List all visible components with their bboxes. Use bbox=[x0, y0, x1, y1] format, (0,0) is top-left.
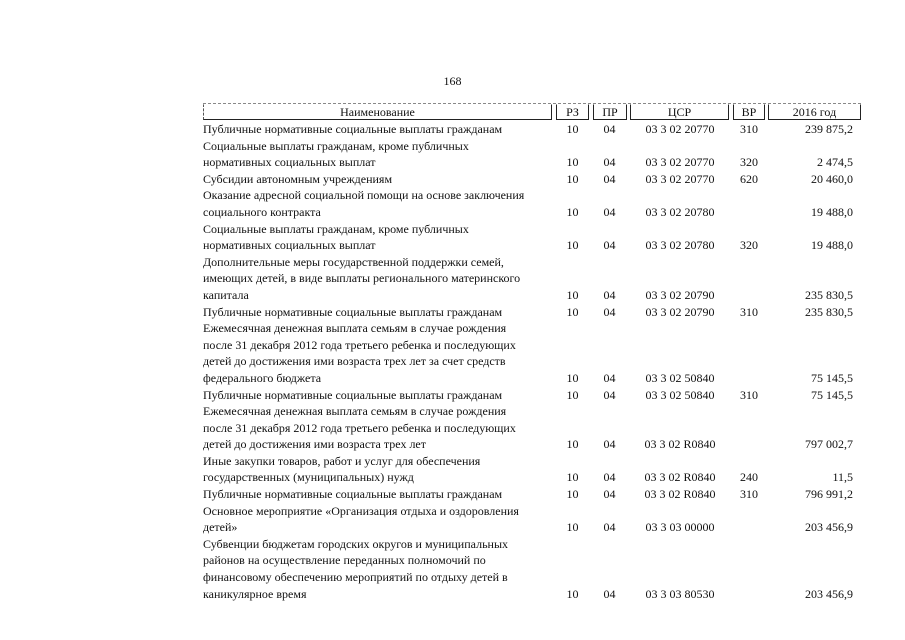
row-amount: 203 456,9 bbox=[805, 520, 853, 535]
row-name-line: Субсидии автономным учреждениям bbox=[203, 171, 393, 186]
row-rz: 10 bbox=[566, 238, 579, 253]
row-name-line: Ежемесячная денежная выплата семьям в случае рождения bbox=[203, 321, 507, 336]
row-vr: 310 bbox=[740, 487, 758, 502]
row-rz: 10 bbox=[566, 370, 579, 385]
row-name-line: Дополнительные меры государственной поддержки семей, bbox=[203, 254, 504, 269]
row-amount: 203 456,9 bbox=[805, 586, 853, 601]
table-row bbox=[203, 403, 861, 453]
table-row bbox=[203, 387, 861, 404]
header-name bbox=[203, 104, 552, 120]
row-rz: 10 bbox=[566, 304, 579, 319]
table-row bbox=[203, 503, 861, 536]
row-name-line: после 31 декабря 2012 года третьего ребенка и последующих bbox=[203, 337, 516, 352]
header-name-label: Наименование bbox=[340, 105, 415, 119]
row-amount: 11,5 bbox=[832, 470, 853, 485]
header-pr bbox=[593, 104, 627, 120]
row-rz: 10 bbox=[566, 171, 579, 186]
row-amount: 20 460,0 bbox=[811, 171, 853, 186]
table-row bbox=[203, 453, 861, 486]
table-row bbox=[203, 486, 861, 503]
row-rz: 10 bbox=[566, 437, 579, 452]
budget-table bbox=[203, 103, 861, 602]
header-year bbox=[768, 104, 861, 120]
row-amount: 2 474,5 bbox=[817, 155, 853, 170]
row-name-line: Оказание адресной социальной помощи на основе заключения bbox=[203, 188, 525, 203]
row-name bbox=[203, 453, 548, 486]
table-row bbox=[203, 304, 861, 321]
row-name-line: детей до достижения ими возраста трех лет за счет средств bbox=[203, 354, 506, 369]
row-pr: 04 bbox=[603, 470, 616, 485]
row-csr: 03 3 02 20780 bbox=[645, 238, 715, 253]
row-pr: 04 bbox=[603, 238, 616, 253]
header-rz bbox=[556, 104, 589, 120]
row-rz: 10 bbox=[566, 586, 579, 601]
row-name-line: каникулярное время bbox=[203, 586, 307, 601]
row-name-line: Социальные выплаты гражданам, кроме публичных bbox=[203, 221, 469, 236]
row-name-line: Публичные нормативные социальные выплаты гражданам bbox=[203, 122, 503, 136]
row-name bbox=[203, 486, 548, 503]
row-name-line: капитала bbox=[203, 287, 249, 302]
table-row bbox=[203, 171, 861, 188]
row-name-line: федерального бюджета bbox=[203, 370, 322, 385]
row-name-line: имеющих детей, в виде выплаты регионального материнского bbox=[203, 271, 521, 286]
row-amount: 19 488,0 bbox=[811, 238, 853, 253]
row-name bbox=[203, 187, 548, 220]
row-vr: 240 bbox=[740, 470, 758, 485]
row-csr: 03 3 02 R0840 bbox=[644, 437, 716, 452]
row-vr: 310 bbox=[740, 387, 758, 402]
row-name bbox=[203, 221, 548, 254]
row-name-line: финансовому обеспечению мероприятий по отдыху детей в bbox=[203, 570, 508, 585]
row-pr: 04 bbox=[603, 155, 616, 170]
row-csr: 03 3 02 20770 bbox=[645, 122, 715, 136]
row-amount: 235 830,5 bbox=[805, 304, 853, 319]
row-name-line: нормативных социальных выплат bbox=[203, 155, 376, 170]
row-pr: 04 bbox=[603, 304, 616, 319]
row-vr: 320 bbox=[740, 155, 758, 170]
table-row bbox=[203, 320, 861, 386]
row-name-line: Основное мероприятие «Организация отдыха и оздоровления bbox=[203, 503, 519, 518]
row-name bbox=[203, 403, 548, 453]
row-pr: 04 bbox=[603, 437, 616, 452]
table-row bbox=[203, 254, 861, 304]
row-csr: 03 3 02 20780 bbox=[645, 204, 715, 219]
row-csr: 03 3 02 20790 bbox=[645, 304, 715, 319]
row-name bbox=[203, 171, 548, 188]
row-name-line: Ежемесячная денежная выплата семьям в случае рождения bbox=[203, 404, 507, 419]
row-name-line: детей до достижения ими возраста трех лет bbox=[203, 437, 426, 452]
row-rz: 10 bbox=[566, 287, 579, 302]
header-csr bbox=[630, 104, 729, 120]
row-rz: 10 bbox=[566, 487, 579, 502]
row-name bbox=[203, 121, 548, 138]
row-vr: 620 bbox=[740, 171, 758, 186]
row-vr: 310 bbox=[740, 304, 758, 319]
row-csr: 03 3 02 50840 bbox=[645, 370, 715, 385]
row-amount: 235 830,5 bbox=[805, 287, 853, 302]
row-name-line: Социальные выплаты гражданам, кроме публичных bbox=[203, 138, 469, 153]
row-rz: 10 bbox=[566, 204, 579, 219]
header-csr-label: ЦСР bbox=[667, 105, 692, 119]
row-name bbox=[203, 387, 548, 404]
row-name-line: детей» bbox=[203, 520, 238, 535]
row-name-line: Субвенции бюджетам городских округов и муниципальных bbox=[203, 536, 509, 551]
row-name bbox=[203, 254, 548, 304]
row-amount: 239 875,2 bbox=[805, 122, 853, 136]
row-pr: 04 bbox=[603, 122, 616, 136]
row-csr: 03 3 02 50840 bbox=[645, 387, 715, 402]
row-rz: 10 bbox=[566, 520, 579, 535]
row-amount: 797 002,7 bbox=[805, 437, 853, 452]
row-name-line: Иные закупки товаров, работ и услуг для обеспечения bbox=[203, 453, 481, 468]
row-pr: 04 bbox=[603, 370, 616, 385]
row-rz: 10 bbox=[566, 470, 579, 485]
row-pr: 04 bbox=[603, 520, 616, 535]
row-rz: 10 bbox=[566, 122, 579, 136]
table-row bbox=[203, 187, 861, 220]
row-csr: 03 3 02 20770 bbox=[645, 171, 715, 186]
row-amount: 75 145,5 bbox=[811, 370, 853, 385]
row-name-line: районов на осуществление переданных полномочий по bbox=[203, 553, 486, 568]
row-vr: 320 bbox=[740, 238, 758, 253]
row-amount: 796 991,2 bbox=[805, 487, 853, 502]
header-rz-label: РЗ bbox=[566, 105, 579, 119]
row-pr: 04 bbox=[603, 387, 616, 402]
row-csr: 03 3 02 R0840 bbox=[644, 487, 716, 502]
row-pr: 04 bbox=[603, 204, 616, 219]
row-name-line: после 31 декабря 2012 года третьего ребенка и последующих bbox=[203, 420, 516, 435]
row-amount: 75 145,5 bbox=[811, 387, 853, 402]
row-vr: 310 bbox=[740, 122, 758, 136]
header-vr-label: ВР bbox=[741, 105, 757, 119]
table-row bbox=[203, 221, 861, 254]
row-csr: 03 3 02 20790 bbox=[645, 287, 715, 302]
row-pr: 04 bbox=[603, 586, 616, 601]
row-name bbox=[203, 320, 548, 386]
page-number: 168 bbox=[443, 74, 462, 88]
row-csr: 03 3 02 R0840 bbox=[644, 470, 716, 485]
row-csr: 03 3 02 20770 bbox=[645, 155, 715, 170]
row-name-line: Публичные нормативные социальные выплаты гражданам bbox=[203, 487, 503, 502]
header-year-label: 2016 год bbox=[792, 105, 837, 119]
row-name bbox=[203, 503, 548, 536]
table-header bbox=[203, 103, 861, 121]
header-vr bbox=[733, 104, 765, 120]
row-amount: 19 488,0 bbox=[811, 204, 853, 219]
row-name bbox=[203, 304, 548, 321]
row-csr: 03 3 03 80530 bbox=[645, 586, 715, 601]
row-csr: 03 3 03 00000 bbox=[645, 520, 715, 535]
row-name-line: Публичные нормативные социальные выплаты гражданам bbox=[203, 304, 503, 319]
row-pr: 04 bbox=[603, 171, 616, 186]
table-row bbox=[203, 536, 861, 602]
row-name-line: социального контракта bbox=[203, 204, 321, 219]
row-name-line: Публичные нормативные социальные выплаты гражданам bbox=[203, 387, 503, 402]
header-pr-label: ПР bbox=[602, 105, 618, 119]
row-name bbox=[203, 536, 548, 602]
table-row bbox=[203, 121, 861, 138]
row-name-line: государственных (муниципальных) нужд bbox=[203, 470, 414, 485]
row-name-line: нормативных социальных выплат bbox=[203, 238, 376, 253]
row-name bbox=[203, 138, 548, 171]
table-row bbox=[203, 138, 861, 171]
row-pr: 04 bbox=[603, 287, 616, 302]
row-rz: 10 bbox=[566, 155, 579, 170]
table-body bbox=[203, 121, 861, 602]
row-rz: 10 bbox=[566, 387, 579, 402]
row-pr: 04 bbox=[603, 487, 616, 502]
